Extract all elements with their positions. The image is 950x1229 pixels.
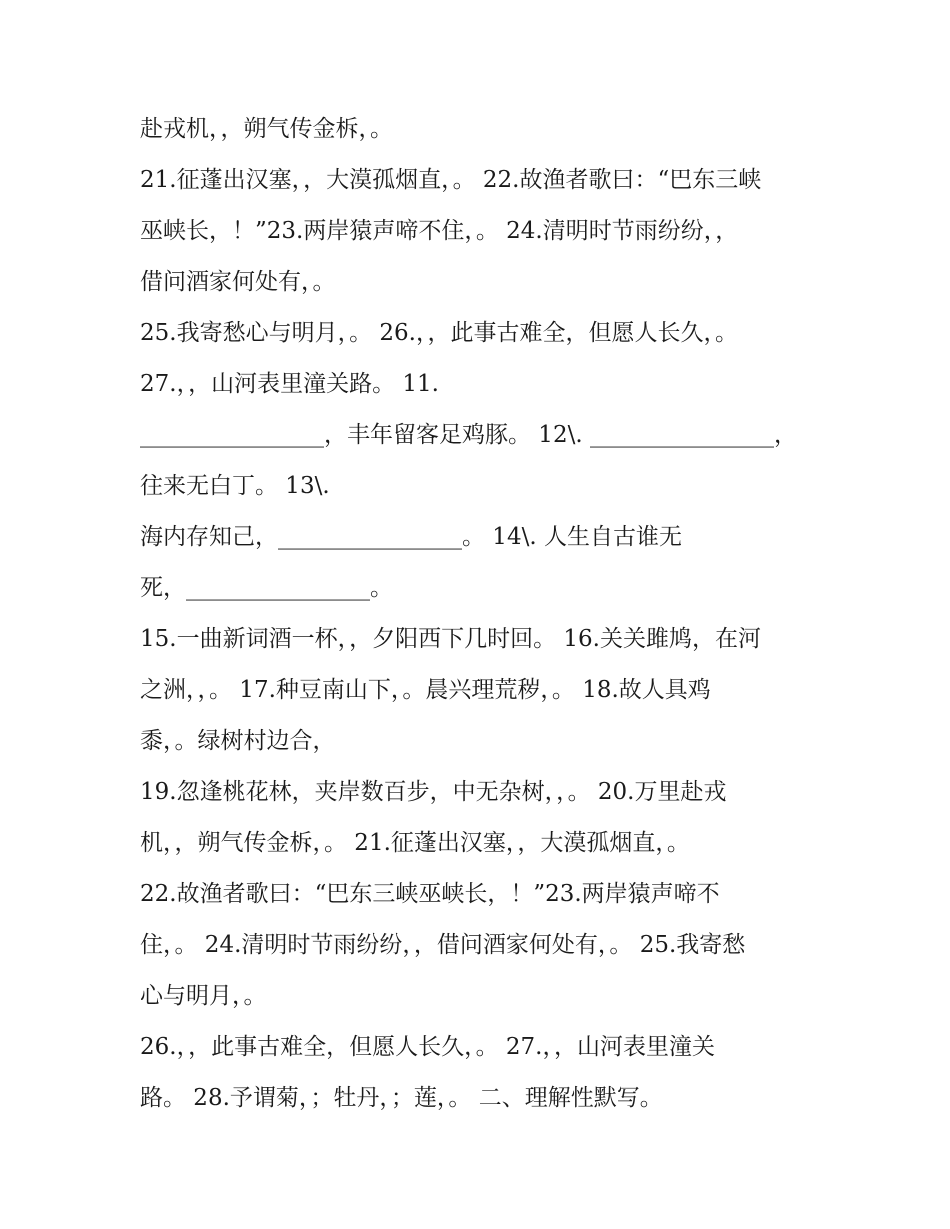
text-line-5: 25.我寄愁心与明月，。 26.，，此事古难全，但愿人长久，。 <box>140 320 738 346</box>
text-line-3: 巫峡长，！”23.两岸猿声啼不住，。 24.清明时节雨纷纷，， <box>140 218 739 244</box>
text-line-13: 黍，。绿树村边合， <box>140 728 336 754</box>
text-line-12: 之洲，，。 17.种豆南山下，。晨兴理荒秽，。 18.故人具鸡 <box>140 677 711 703</box>
text-line-19: 26.，，此事古难全，但愿人长久，。 27.，，山河表里潼关 <box>140 1034 715 1060</box>
text-line-2: 21.征蓬出汉塞，，大漠孤烟直，。 22.故渔者歌曰：“巴东三峡 <box>140 167 762 193</box>
text-line-6: 27.，，山河表里潼关路。 11. <box>140 371 439 397</box>
text-line-7: ________________，丰年留客足鸡豚。 12\. ________________， <box>140 422 797 448</box>
text-line-10: 死，________________。 <box>140 575 393 601</box>
text-line-18: 心与明月，。 <box>140 983 267 1009</box>
text-line-20: 路。 28.予谓菊，；牡丹，；莲，。 二、理解性默写。 <box>140 1085 663 1111</box>
text-line-16: 22.故渔者歌曰：“巴东三峡巫峡长，！”23.两岸猿声啼不 <box>140 881 720 907</box>
text-line-14: 19.忽逢桃花林，夹岸数百步，中无杂树，，。 20.万里赴戎 <box>140 779 727 805</box>
text-line-8: 往来无白丁。 13\. <box>140 473 330 499</box>
text-line-11: 15.一曲新词酒一杯，，夕阳西下几时回。 16.关关雎鸠，在河 <box>140 626 761 652</box>
text-line-17: 住，。 24.清明时节雨纷纷，，借问酒家何处有，。 25.我寄愁 <box>140 932 746 958</box>
text-line-15: 机，，朔气传金柝，。 21.征蓬出汉塞，，大漠孤烟直，。 <box>140 830 690 856</box>
document-body <box>140 104 820 1124</box>
text-line-1: 赴戎机，，朔气传金柝，。 <box>140 116 393 142</box>
text-line-4: 借问酒家何处有，。 <box>140 269 336 295</box>
text-line-9: 海内存知己，________________。 14\. 人生自古谁无 <box>140 524 682 550</box>
